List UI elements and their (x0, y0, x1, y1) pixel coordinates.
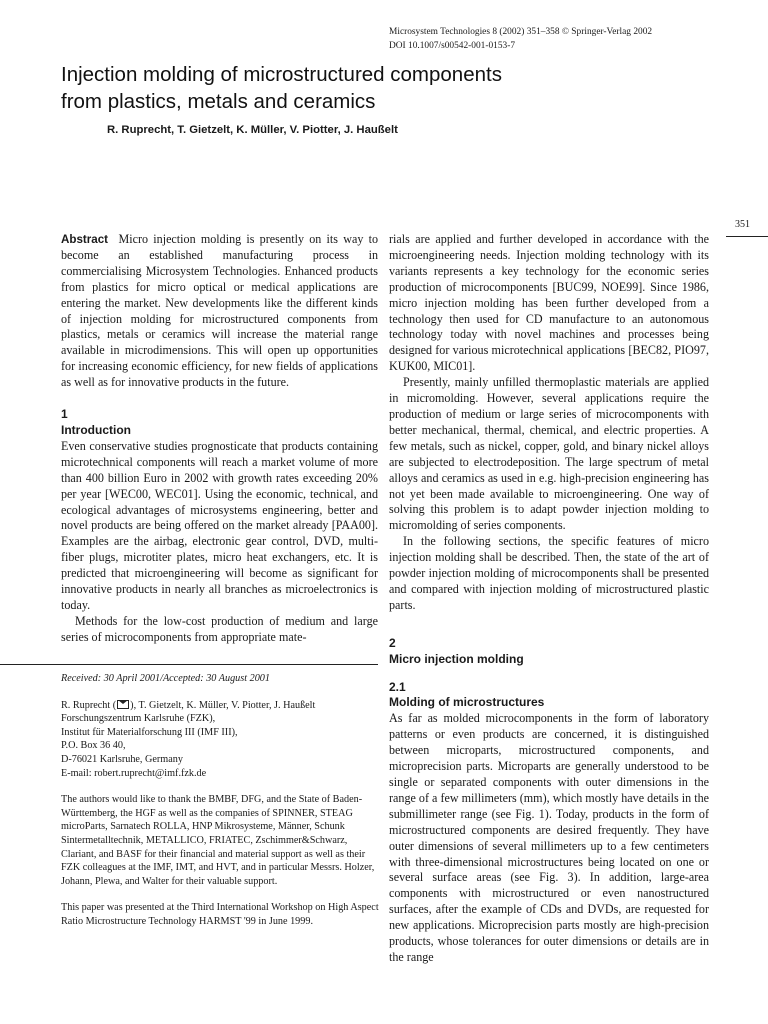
address-line-1 (61, 699, 383, 713)
spacer (61, 391, 378, 407)
spacer (61, 888, 383, 901)
intro-paragraph-1: Even conservative studies prognosticate that products containing microtechnical components will reach a market volume of more than 400 billion Euro in 2002 with growth rates exceeding 20% per year [WEC00, WEC01]. Using the economic, technical, and ecological advantages of microsystems engineering, better and novel products are being offered on the market already [PAA00]. Examples are the airbag, electronic gear control, DVD, multi-fiber plugs, microtiter plates, micro heat exchangers, etc. It is predicted that microengineering will become as significant for innovative products in nearly all branches as microelectronics is today. (61, 438, 378, 612)
section-2-1-title: Molding of microstructures (389, 695, 545, 710)
section-2-title: Micro injection molding (389, 651, 524, 666)
right-paragraph-2: Presently, mainly unfilled thermoplastic materials are applied in micromolding. However, several applications require the production of medium or large series of microcomponents with better mechanical, thermal, chemical, and electric properties. A few metals, such as nickel, copper, gold, and binary nickel alloys are subjected to electrodeposition. The large spectrum of metal alloys and ceramics as used in e.g. high-precision engineering has not yet been made available to microengineering. One way of solving this problem is to adapt powder injection molding to micromolding of series components. (389, 375, 709, 533)
received-date: Received: 30 April 2001/Accepted: 30 August 2001 (61, 673, 270, 684)
envelope-icon (117, 700, 129, 709)
paper-title (61, 61, 521, 115)
page-number-rule (726, 236, 768, 237)
abstract (61, 232, 378, 391)
footnote-divider (0, 664, 378, 665)
left-column (61, 232, 378, 646)
section-1-title: Introduction (61, 422, 131, 437)
intro-paragraph-2: Methods for the low-cost production of medium and large series of microcomponents from appropriate mate- (61, 613, 378, 644)
title-line-2: from plastics, metals and ceramics (61, 90, 376, 113)
section-2-1-number: 2.1 (389, 679, 406, 694)
right-paragraph-1: rials are applied and further developed in accordance with the microengineering needs. Injection molding technology with its variants represents a key technology for the economic series production of microcomponents [BUC99, NOE99]. Since 1986, micro injection molding has been further developed from a technology then used for CD manufacture to an autonomous technology today with novel machines and processes being designed for various microtechnical applications [BEC82, PIO97, KUK00, MIC01]. (389, 232, 709, 374)
address-line-2: Forschungszentrum Karlsruhe (FZK), (61, 713, 216, 725)
author-address (61, 699, 383, 781)
journal-header (389, 25, 652, 53)
spacer (61, 780, 383, 793)
page-number: 351 (735, 219, 750, 230)
author-list: R. Ruprecht, T. Gietzelt, K. Müller, V. Piotter, J. Haußelt (107, 124, 398, 136)
doi: DOI 10.1007/s00542-001-0153-7 (389, 41, 516, 51)
address-line-1b: ), T. Gietzelt, K. Müller, V. Piotter, J. Haußelt (130, 699, 316, 711)
presentation-note: This paper was presented at the Third International Workshop on High Aspect Ratio Microstructure Technology HARMST '99 in June 1999. (61, 902, 379, 927)
title-line-1: Injection molding of microstructured components (61, 63, 502, 86)
address-line-4: P.O. Box 36 40, (61, 740, 126, 752)
abstract-text: Micro injection molding is presently on its way to become an established manufacturing process in commercialising Microsystem Technologies. Enhanced products from plastics for micro optical or medical applications are entering the market. New developments like the different kinds of injection molding for microstructured components from plastics, metals or ceramics will increase the material range available in microdimensions. This will open up opportunities for increasing economic efficiency, for new fields of applications as well as for innovative products in the future. (61, 232, 378, 390)
address-line-5: D-76021 Karlsruhe, Germany (61, 753, 183, 765)
address-line-3: Institut für Materialforschung III (IMF III), (61, 726, 238, 738)
spacer (389, 614, 709, 636)
abstract-label: Abstract (61, 233, 109, 246)
spacer (389, 668, 709, 680)
right-paragraph-3: In the following sections, the specific features of micro injection molding shall be described. Then, the state of the art of powder injection molding of microcomponents shall be presented and compared with injection molding of microstructured plastic parts. (389, 534, 709, 612)
address-line-1a: R. Ruprecht ( (61, 699, 117, 711)
acknowledgement: The authors would like to thank the BMBF, DFG, and the State of Baden-Württemberg, the HGF as well as the companies of SPINNER, STEAG microParts, Sarnatech ROLLA, HNP Mikrosysteme, Männer, Schunk Sintermetalltechnik, METALLICO, FRIATEC, Zschimmer&Schwarz, Clariant, and BASF for their financial and material support as well as their FZK colleagues at the IMF, IMT, and HVT, and in particular Messrs. Holzer, Johann, Plewa, and Walter for their valuable support. (61, 794, 375, 887)
email: E-mail: robert.ruprecht@imf.fzk.de (61, 767, 207, 779)
right-paragraph-4: As far as molded microcomponents in the form of laboratory patterns or even products are concerned, it is distinguished between microparts, microstructured components, and microprecision parts. Microparts are generally understood to be single or separated components with outer dimensions in the range of a few millimeters (mm), which mostly have details in the submillimeter range (see Fig. 1). Today, products in the form of microstructured components are desired frequently. They have outer dimensions of several millimeters up to a few centimeters with three-dimensional microstructures being located on one or several surface areas (see Fig. 3). In addition, large-area components with microstructured or even nanostructured surfaces, after the example of CDs and DVDs, are requested for new applications. Microprecision parts mostly are high-precision products, whose tolerances for outer dimensions or details are in the range (389, 711, 709, 964)
footnotes (61, 672, 383, 929)
section-2-number: 2 (389, 635, 396, 650)
section-1-number: 1 (61, 407, 68, 422)
journal-citation: Microsystem Technologies 8 (2002) 351–358 © Springer-Verlag 2002 (389, 27, 653, 37)
right-column (389, 232, 709, 966)
